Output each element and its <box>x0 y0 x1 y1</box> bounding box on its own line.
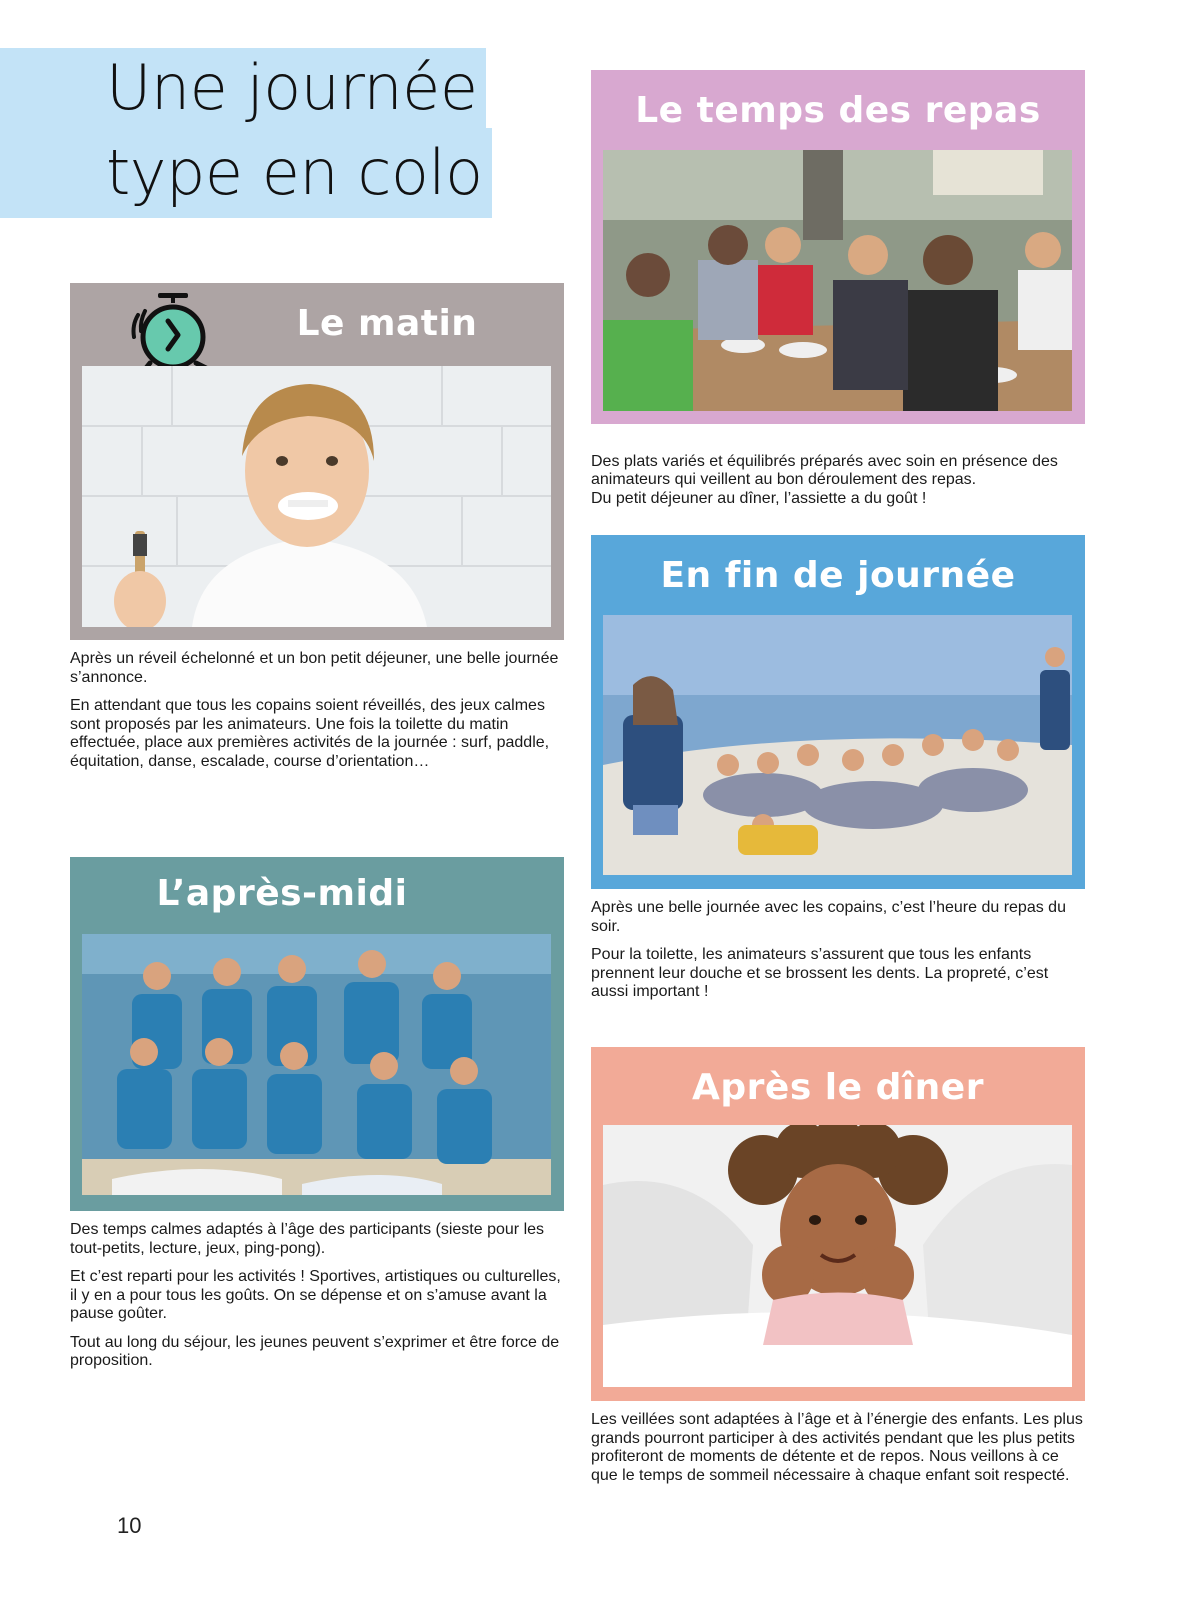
paragraph: En attendant que tous les copains soient réveillés, des jeux calmes sont proposés par les animateurs. Une fois la toilette du matin effectuée, place aux premières activités de la journée : surf, paddle, équitation, danse, escalade, course d’orientation… <box>70 697 550 770</box>
card-fin-journee <box>591 535 1085 889</box>
text-apres-midi <box>70 1221 564 1381</box>
photo-repas <box>603 150 1072 411</box>
paragraph: Pour la toilette, les animateurs s’assurent que tous les enfants prennent leur douche et se brossent les dents. La propreté, c’est aussi important ! <box>591 946 1049 1000</box>
paragraph: Des temps calmes adaptés à l’âge des participants (sieste pour les tout-petits, lecture, jeux, ping-pong). <box>70 1221 545 1257</box>
photo-fin-journee <box>603 615 1072 875</box>
paragraph: Tout au long du séjour, les jeunes peuvent s’exprimer et être force de proposition. <box>70 1333 560 1369</box>
page-number: 10 <box>117 1513 142 1538</box>
text-diner <box>591 1411 1085 1495</box>
text-fin-journee <box>591 899 1085 1012</box>
card-matin <box>70 283 564 640</box>
section-title-matin: Le matin <box>296 303 478 344</box>
section-title-fin-journee: En fin de journée <box>660 555 1016 596</box>
card-diner <box>591 1047 1085 1401</box>
page-title-line-2: type en colo <box>0 128 492 218</box>
paragraph: Les veillées sont adaptées à l’âge et à l’énergie des enfants. Les plus grands pourront participer à des activités pendant que les plus petits profiteront de moments de détente et de repos. Nous veillons à ce que le temps de sommeil nécessaire à chaque enfant soit respecté. <box>591 1411 1083 1484</box>
photo-matin <box>82 366 551 627</box>
card-repas <box>591 70 1085 424</box>
page-title-line-1: Une journée <box>0 48 486 130</box>
section-title-apres-midi: L’après-midi <box>156 873 408 914</box>
section-title-repas: Le temps des repas <box>635 90 1041 131</box>
card-apres-midi <box>70 857 564 1211</box>
photo-diner <box>603 1125 1072 1387</box>
photo-apres-midi <box>82 934 551 1195</box>
paragraph: Après un réveil échelonné et un bon petit déjeuner, une belle journée s’annonce. <box>70 650 559 686</box>
text-matin <box>70 650 564 781</box>
paragraph: Après une belle journée avec les copains, c’est l’heure du repas du soir. <box>591 899 1066 935</box>
paragraph: Et c’est reparti pour les activités ! Sportives, artistiques ou culturelles, il y en a pour tous les goûts. On se dépense et on s’amuse avant la pause goûter. <box>70 1268 561 1322</box>
text-repas <box>591 434 1085 537</box>
paragraph: Des plats variés et équilibrés préparés avec soin en présence des animateurs qui veillent au bon déroulement des repas. Du petit déjeuner au dîner, l’assiette a du goût ! <box>591 452 1058 507</box>
section-title-diner: Après le dîner <box>692 1067 984 1108</box>
